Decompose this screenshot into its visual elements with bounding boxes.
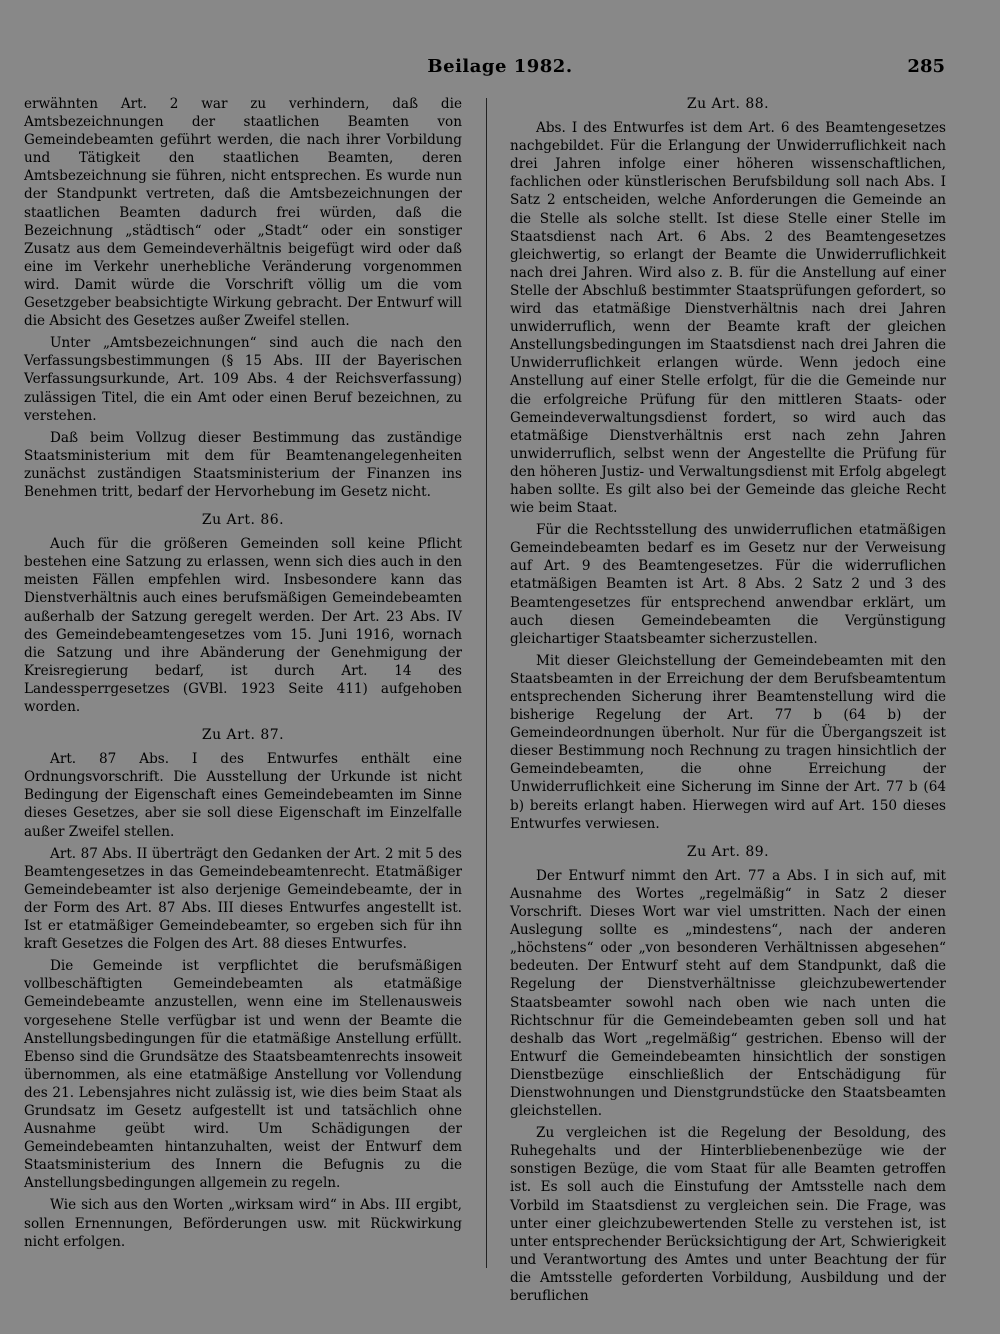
paragraph: Daß beim Vollzug dieser Bestimmung das zuständige Staatsministerium mit dem für Beamtenangelegenheiten zunächst zuständigen Staatsministerium der Finanzen ins Benehmen tritt, bedarf der Hervorhebung im Gesetz nicht. (24, 429, 462, 500)
right-column (510, 95, 946, 1309)
paragraph: Abs. I des Entwurfes ist dem Art. 6 des Beamtengesetzes nachgebildet. Für die Erlangung der Unwiderruflichkeit nach drei Jahren infolge einer höheren wissenschaftlichen, fachlichen oder künstlerischen Berufsbildung soll nach Abs. I Satz 2 entscheiden, welche Anforderungen die Gemeinde an die Stelle als solche stellt. Ist diese Stelle einer Stelle im Staatsdienst nach Art. 6 Abs. 2 des Beamtengesetzes gleichwertig, so erlangt der Beamte die Unwiderruflichkeit nach drei Jahren. Wird also z. B. für die Anstellung auf einer Stelle der Abschluß bestimmter Staatsprüfungen gefordert, so wird das etatmäßige Dienstverhältnis nach drei Jahren unwiderruflich, wenn der Beamte kraft der gleichen Anstellungsbedingungen im Staatsdienst nach drei Jahren die Unwiderruflichkeit erlangen würde. Wenn jedoch eine Anstellung auf einer Stelle erfolgt, für die die Gemeinde nur die erfolgreiche Prüfung für den mittleren Staats- oder Gemeindeverwaltungsdienst fordert, so wird auch das etatmäßige Dienstverhältnis erst nach zehn Jahren unwiderruflich, selbst wenn der Angestellte die Prüfung für den höheren Justiz- und Verwaltungsdienst mit Erfolg abgelegt haben sollte. Es gilt also bei der Gemeinde das gleiche Recht wie beim Staat. (510, 120, 946, 517)
page-number: 285 (907, 56, 945, 77)
section-heading: Zu Art. 89. (686, 843, 770, 860)
paragraph: Unter „Amtsbezeichnungen“ sind auch die nach den Verfassungsbestimmungen (§ 15 Abs. III der Bayerischen Verfassungsurkunde, Art. 109 Abs. 4 der Reichsverfassung) zulässigen Titel, die ein Amt oder einen Beruf bezeichnen, zu verstehen. (24, 335, 462, 424)
paragraph: Auch für die größeren Gemeinden soll keine Pflicht bestehen eine Satzung zu erlassen, wenn sich dies auch in den meisten Fällen empfehlen wird. Insbesondere kann das Dienstverhältnis auch eines berufsmäßigen Gemeindebeamten außerhalb der Satzung geregelt werden. Der Art. 23 Abs. IV des Gemeindebeamtengesetzes vom 15. Juni 1916, wornach die Satzung und ihre Abänderung der Genehmigung der Kreisregierung bedarf, ist durch Art. 14 des Landessperrgesetzes (GVBl. 1923 Seite 411) aufgehoben worden. (24, 536, 462, 715)
paragraph: Wie sich aus den Worten „wirksam wird“ in Abs. III ergibt, sollen Ernennungen, Beförderungen usw. mit Rückwirkung nicht erfolgen. (24, 1197, 462, 1250)
column-divider (486, 98, 487, 1268)
left-column (24, 95, 462, 1255)
section-heading: Zu Art. 86. (201, 512, 285, 529)
paragraph: Der Entwurf nimmt den Art. 77 a Abs. I in sich auf, mit Ausnahme des Wortes „regelmäßig“ in Satz 2 dieser Vorschrift. Dieses Wort war viel umstritten. Nach der einen Auslegung sollte es „mindestens“, nach der anderen „höchstens“ oder „von besonderen Verhältnissen abgesehen“ bedeuten. Der Entwurf steht auf dem Standpunkt, daß die Regelung der Dienstverhältnisse gleichzubewertender Staatsbeamter sowohl nach oben wie nach unten die Richtschnur für die Gemeindebeamten geben soll und hat deshalb das Wort „regelmäßig“ gestrichen. Ebenso will der Entwurf die Gemeindebeamten hinsichtlich der sonstigen Dienstbezüge einschließlich der Entschädigung für Dienstwohnungen und Dienstgrundstücke den Staatsbeamten gleichstellen. (510, 867, 946, 1120)
paragraph: Mit dieser Gleichstellung der Gemeindebeamten mit den Staatsbeamten in der Erreichung der dem Berufsbeamtentum entsprechenden Sicherung ihrer Beamtenstellung wird die bisherige Regelung der Art. 77 b (64 b) der Gemeindeordnungen überholt. Nur für die Übergangszeit ist dieser Bestimmung noch Rechnung zu tragen hinsichtlich der Gemeindebeamten, die ohne Erreichung der Unwiderruflichkeit eine Sicherung im Sinne der Art. 77 b (64 b) bereits erlangt haben. Hierwegen wird auf Art. 150 dieses Entwurfes verwiesen. (510, 652, 946, 832)
paragraph: Die Gemeinde ist verpflichtet die berufsmäßigen vollbeschäftigten Gemeindebeamten als etatmäßige Gemeindebeamte anzustellen, wenn eine im Stellenausweis vorgesehene Stelle verfügbar ist und wenn der Beamte die Anstellungsbedingungen für die etatmäßige Anstellung erfüllt. Ebenso sind die Grundsätze des Staatsbeamtenrechts insoweit übernommen, als eine etatmäßige Anstellung vor Vollendung des 21. Lebensjahres nicht zulässig ist, wie dies beim Staat als Grundsatz im Gesetz aufgestellt ist und tatsächlich ohne Ausnahme geübt wird. Um Schädigungen der Gemeindebeamten hintanzuhalten, weist der Entwurf dem Staatsministerium des Innern die Befugnis zu die Anstellungsbedingungen allgemein zu regeln. (24, 958, 462, 1192)
page-title: Beilage 1982. (427, 56, 573, 77)
paragraph: Art. 87 Abs. II überträgt den Gedanken der Art. 2 mit 5 des Beamtengesetzes in das Gemeindebeamtenrecht. Etatmäßiger Gemeindebeamter ist also derjenige Gemeindebeamte, der in der Form des Art. 87 Abs. III dieses Entwurfes angestellt ist. Ist er etatmäßiger Gemeindebeamter, so ergeben sich für ihn kraft Gesetzes die Folgen des Art. 88 dieses Entwurfes. (24, 845, 462, 953)
paragraph: Zu vergleichen ist die Regelung der Besoldung, des Ruhegehalts und der Hinterbliebenenbezüge wie der sonstigen Bezüge, die vom Staat für alle Beamten getroffen ist. Es soll auch die Einstufung der Amtsstelle nach dem Vorbild im Staatsdienst zu vergleichen sein. Die Frage, was unter einer gleichzubewertenden Stelle zu verstehen ist, ist unter entsprechender Berücksichtigung der Art, Schwierigkeit und Verantwortung des Amtes und unter Beachtung der für die Amtsstelle geforderten Vorbildung, Ausbildung und der beruflichen (510, 1125, 946, 1304)
section-heading: Zu Art. 88. (686, 96, 770, 112)
paragraph: Für die Rechtsstellung des unwiderruflichen etatmäßigen Gemeindebeamten bedarf es im Gesetz nur der Verweisung auf Art. 9 des Beamtengesetzes. Für die widerruflichen etatmäßigen Beamten ist Art. 8 Abs. 2 Satz 2 und 3 des Beamtengesetzes für entsprechend anwendbar erklärt, um auch diesen Gemeindebeamten die Vergünstigung gleichartiger Staatsbeamter sicherzustellen. (510, 522, 946, 647)
paragraph: Art. 87 Abs. I des Entwurfes enthält eine Ordnungsvorschrift. Die Ausstellung der Urkunde ist nicht Bedingung der Eigenschaft eines Gemeindebeamten im Sinne dieses Gesetzes, aber sie soll diese Eigenschaft im Einzelfalle außer Zweifel stellen. (24, 751, 462, 840)
section-heading: Zu Art. 87. (201, 727, 285, 744)
page-header (0, 56, 1000, 80)
paragraph: erwähnten Art. 2 war zu verhindern, daß die Amtsbezeichnungen der staatlichen Beamten von Gemeindebeamten geführt werden, die nach ihrer Vorbildung und Tätigkeit den staatlichen Beamten, deren Amtsbezeichnung sie führen, nicht entsprechen. Es wurde nun der Standpunkt vertreten, daß die Amtsbezeichnungen der staatlichen Beamten dadurch frei würden, daß die Bezeichnung „städtisch“ oder „Stadt“ oder ein sonstiger Zusatz aus dem Gemeindeverhältnis beigefügt wird oder daß eine im Verkehr unerhebliche Veränderung vorgenommen wird. Damit würde die Vorschrift völlig um die vom Gesetzgeber beabsichtigte Wirkung gebracht. Der Entwurf will die Absicht des Gesetzes außer Zweifel stellen. (24, 96, 462, 330)
